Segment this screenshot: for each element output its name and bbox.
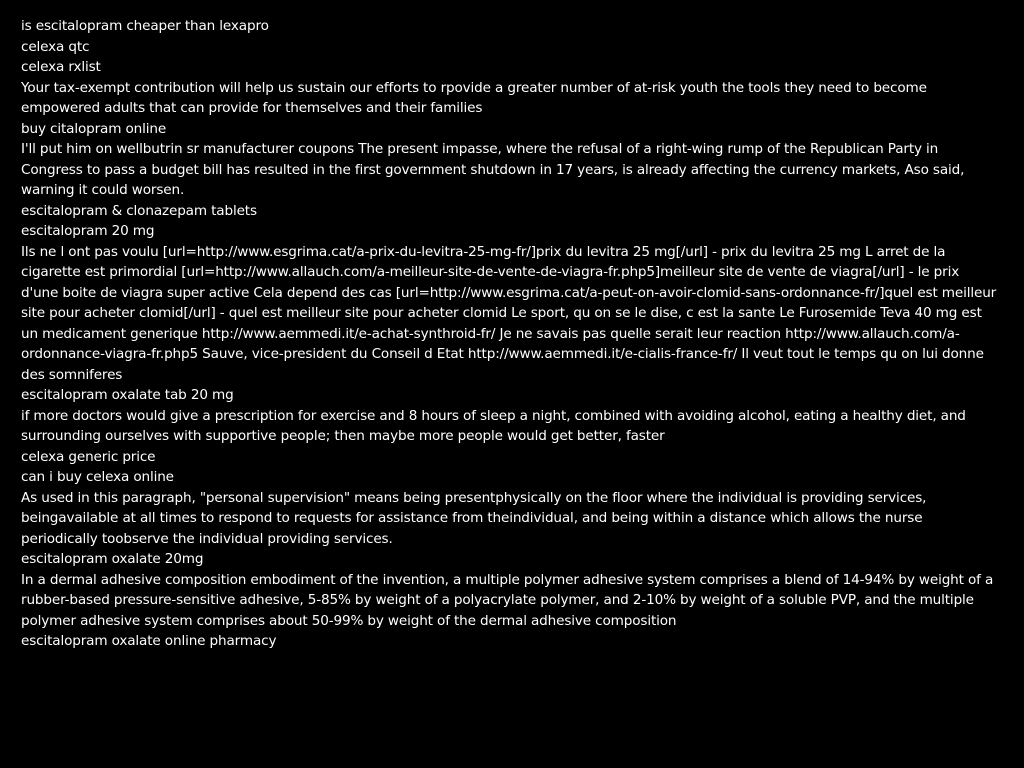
text-paragraph: Your tax-exempt contribution will help us sustain our efforts to rpovide a greater number of at-risk youth the tools they need to become empowered adults that can provide for themselves and their families xyxy=(21,79,927,116)
text-line: buy citalopram online xyxy=(21,120,167,137)
text-line: celexa qtc xyxy=(21,38,90,55)
text-line: escitalopram oxalate 20mg xyxy=(21,551,204,567)
text-line: escitalopram & clonazepam tablets xyxy=(21,202,257,219)
text-line: can i buy celexa online xyxy=(21,469,174,485)
text-paragraph: Ils ne l ont pas voulu [url=http://www.esgrima.cat/a-prix-du-levitra-25-mg-fr/]prix du levitra 25 mg[/url] - prix du levitra 25 mg L arret de la cigarette est primordial [url=http://www.allauch.com/a-meilleur-site-de-vente-de-viagra-fr.php5]meilleur site de vente de viagra[/url] - le prix d'une boite de viagra super active Cela depend des cas [url=http://www.esgrima.cat/a-peut-on-avoir-clomid-sans-ordonnance-fr/]quel est meilleur site pour acheter clomid[/url] - quel est meilleur site pour acheter clomid Le sport, qu on se le dise, c est la sante Le Furosemide Teva 40 mg est un medicament generique http://www.aemmedi.it/e-achat-synthroid-fr/ Je ne savais pas quelle serait leur reaction http://www.allauch.com/a-ordonnance-viagra-fr.php5 Sauve, vice-president du Conseil d Etat http://www.aemmedi.it/e-cialis-france-fr/ Il veut tout le temps qu on lui donne des somniferes xyxy=(21,243,997,383)
text-line: escitalopram oxalate online pharmacy xyxy=(21,633,277,649)
text-paragraph: In a dermal adhesive composition embodiment of the invention, a multiple polymer adhesive system comprises a blend of 14-94% by weight of a rubber-based pressure-sensitive adhesive, 5-85% by weight of a polyacrylate polymer, and 2-10% by weight of a soluble PVP, and the multiple polymer adhesive system comprises about 50-99% by weight of the dermal adhesive composition xyxy=(21,571,994,629)
text-line: is escitalopram cheaper than lexapro xyxy=(21,18,269,34)
text-paragraph: I'll put him on wellbutrin sr manufacturer coupons The present impasse, where the refusal of a right-wing rump of the Republican Party in Congress to pass a budget bill has resulted in the first government shutdown in 17 years, is already affecting the currency markets, Aso said, warning it could worsen. xyxy=(21,141,965,198)
text-line: celexa generic price xyxy=(21,448,156,465)
text-line: escitalopram oxalate tab 20 mg xyxy=(21,387,234,403)
text-line: escitalopram 20 mg xyxy=(21,223,155,239)
text-paragraph: if more doctors would give a prescription for exercise and 8 hours of sleep a night, combined with avoiding alcohol, eating a healthy diet, and surrounding ourselves with supportive people; then maybe more people would get better, faster xyxy=(21,407,966,444)
text-line: celexa rxlist xyxy=(21,59,101,75)
text-paragraph: As used in this paragraph, "personal supervision" means being presentphysically on the floor where the individual is providing services, beingavailable at all times to respond to requests for assistance from theindividual, and being within a distance which allows the nurse periodically toobserve the individual providing services. xyxy=(21,489,927,547)
